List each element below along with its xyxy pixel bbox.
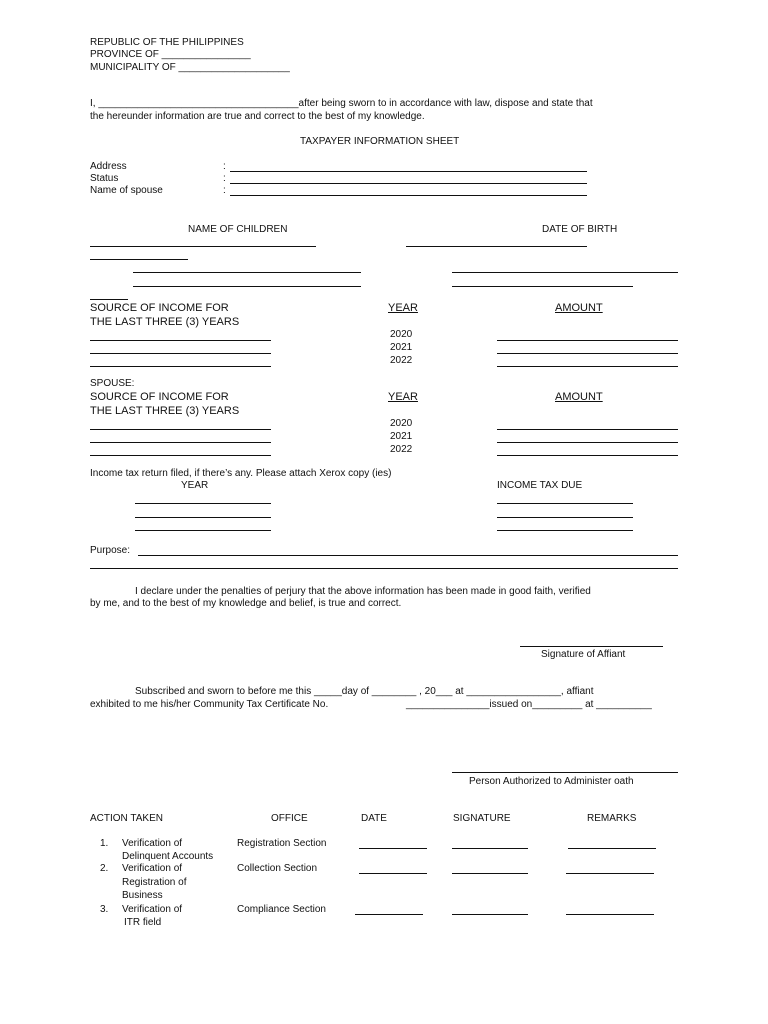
row-date-line[interactable] [359,848,427,849]
row-action: Verification of [122,904,183,915]
header-municipality: MUNICIPALITY OF ____________________ [90,62,290,73]
spouse-year-2022: 2022 [390,444,413,455]
itr-due-line[interactable] [497,530,633,531]
purpose-label: Purpose: [90,545,131,556]
purpose-line[interactable] [90,568,678,569]
spouse-amount-line[interactable] [497,442,678,443]
income-source-line[interactable] [90,366,271,367]
row-office: Collection Section [237,863,318,874]
itr-due-line[interactable] [497,503,633,504]
spouse-amount-line[interactable] [497,429,678,430]
row-action: Registration of [122,877,187,888]
income-source-line[interactable] [90,340,271,341]
spouse-amount-line[interactable] [497,455,678,456]
children-dob-header: DATE OF BIRTH [542,224,618,235]
table-header-remarks: REMARKS [587,813,637,824]
signature-of-affiant: Signature of Affiant [541,649,626,660]
child-dob-line[interactable] [406,246,587,247]
row-signature-line[interactable] [452,873,528,874]
intro-line-2: the hereunder information are true and correct to the best of my knowledge. [90,111,425,122]
row-action: Verification of [122,863,183,874]
row-office: Registration Section [237,838,327,849]
income-amount-line[interactable] [497,340,678,341]
sheet-title: TAXPAYER INFORMATION SHEET [300,136,460,147]
income-amount-line[interactable] [497,366,678,367]
row-action: Verification of [122,838,183,849]
spouse-income-title-1: SOURCE OF INCOME FOR [90,391,229,403]
table-header-action: ACTION TAKEN [90,813,163,824]
address-line[interactable] [230,171,587,172]
spouse-label: Name of spouse [90,185,163,196]
row-date-line[interactable] [355,914,423,915]
income-year-2020: 2020 [390,329,413,340]
row-remarks-line[interactable] [568,848,656,849]
child-name-line[interactable] [90,299,128,300]
row-date-line[interactable] [359,873,427,874]
child-name-line[interactable] [133,286,361,287]
income-amount-header: AMOUNT [555,302,603,314]
spouse-source-line[interactable] [90,455,271,456]
table-header-date: DATE [361,813,387,824]
subscribed-line-2a: exhibited to me his/her Community Tax Certificate No. [90,699,329,710]
children-name-header: NAME OF CHILDREN [188,224,288,235]
row-number: 2. [100,863,109,874]
spouse-source-line[interactable] [90,442,271,443]
income-year-header: YEAR [388,302,418,314]
header-republic: REPUBLIC OF THE PHILIPPINES [90,37,244,48]
row-remarks-line[interactable] [566,914,654,915]
income-amount-line[interactable] [497,353,678,354]
spouse-year-2021: 2021 [390,431,413,442]
row-action: Business [122,890,163,901]
row-action: Delinquent Accounts [122,851,214,862]
child-name-line[interactable] [90,259,188,260]
row-action: ITR field [124,917,162,928]
spouse-income-title-2: THE LAST THREE (3) YEARS [90,405,240,417]
spouse-line[interactable] [230,195,587,196]
authorized-signature-line[interactable] [452,772,678,773]
itr-due-line[interactable] [497,517,633,518]
intro-line-1: I, ____________________________________after being sworn to in accordance with law, dispose and state that [90,98,593,109]
income-source-line[interactable] [90,353,271,354]
income-title-1: SOURCE OF INCOME FOR [90,302,229,314]
subscribed-line-1: Subscribed and sworn to before me this _____day of ________ , 20___ at _________________, affiant [135,686,594,697]
affiant-signature-line[interactable] [520,646,663,647]
spouse-colon: : [223,185,226,196]
purpose-line[interactable] [138,555,678,556]
row-office: Compliance Section [237,904,326,915]
itr-due-header: INCOME TAX DUE [497,480,583,491]
income-year-2022: 2022 [390,355,413,366]
address-label: Address [90,161,127,172]
child-name-line[interactable] [90,246,316,247]
row-number: 1. [100,838,109,849]
table-header-signature: SIGNATURE [453,813,511,824]
income-title-2: THE LAST THREE (3) YEARS [90,316,240,328]
itr-year-header: YEAR [181,480,209,491]
child-name-line[interactable] [133,272,361,273]
subscribed-line-2b: _______________issued on_________ at __________ [406,699,652,710]
income-year-2021: 2021 [390,342,413,353]
spouse-amount-header: AMOUNT [555,391,603,403]
header-province: PROVINCE OF ________________ [90,49,251,60]
address-colon: : [223,161,226,172]
spouse-year-2020: 2020 [390,418,413,429]
spouse-source-line[interactable] [90,429,271,430]
itr-year-line[interactable] [135,503,271,504]
declaration-line-1: I declare under the penalties of perjury that the above information has been made in good faith, verified [135,586,591,597]
child-dob-line[interactable] [452,272,678,273]
itr-year-line[interactable] [135,530,271,531]
row-signature-line[interactable] [452,914,528,915]
spouse-year-header: YEAR [388,391,418,403]
row-number: 3. [100,904,109,915]
declaration-line-2: by me, and to the best of my knowledge and belief, is true and correct. [90,598,402,609]
status-label: Status [90,173,119,184]
person-authorized: Person Authorized to Administer oath [469,776,634,787]
row-remarks-line[interactable] [566,873,654,874]
itr-year-line[interactable] [135,517,271,518]
child-dob-line[interactable] [452,286,633,287]
row-signature-line[interactable] [452,848,528,849]
status-colon: : [223,173,226,184]
table-header-office: OFFICE [271,813,308,824]
status-line[interactable] [230,183,587,184]
itr-note: Income tax return filed, if there’s any. Please attach Xerox copy (ies) [90,468,392,479]
spouse-income-label: SPOUSE: [90,378,135,389]
